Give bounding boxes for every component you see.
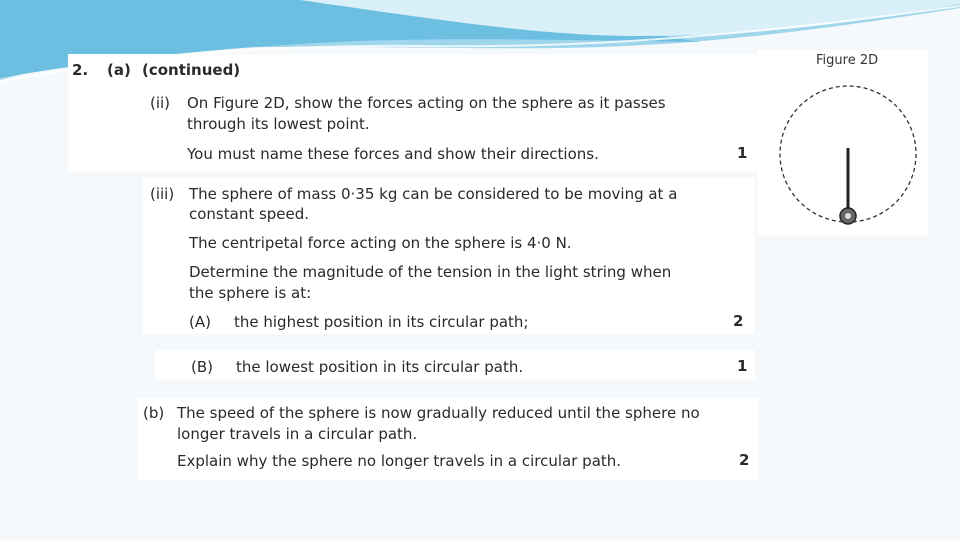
part-iii-label: (iii) [150, 185, 175, 203]
part-iii-a-marks: 2 [733, 312, 744, 330]
part-b-label: (b) [143, 404, 165, 422]
part-ii-label: (ii) [150, 94, 171, 112]
part-ii-line3: You must name these forces and show their directions. [187, 145, 599, 163]
part-b-line1: The speed of the sphere is now gradually reduced until the sphere no [177, 404, 700, 422]
part-iii-a-label: (A) [189, 313, 211, 331]
part-a-continued: (continued) [142, 61, 241, 79]
sphere-highlight [845, 213, 851, 219]
part-iii-line4: Determine the magnitude of the tension in the light string when [189, 263, 672, 281]
part-iii-line5: the sphere is at: [189, 284, 312, 302]
question-number: 2. [72, 61, 89, 79]
part-b-marks: 2 [739, 451, 750, 469]
part-iii-b-label: (B) [191, 358, 213, 376]
part-iii-b-text: the lowest position in its circular path. [236, 358, 524, 376]
part-iii-b-marks: 1 [737, 357, 748, 375]
part-b-line2: longer travels in a circular path. [177, 425, 418, 443]
part-iii-line1: The sphere of mass 0·35 kg can be considered to be moving at a [189, 185, 678, 203]
figure-caption: Figure 2D [816, 53, 879, 68]
part-b-line3: Explain why the sphere no longer travels in a circular path. [177, 452, 622, 470]
figure-2d-diagram [770, 76, 930, 236]
part-ii-line2: through its lowest point. [187, 115, 370, 133]
part-ii-marks: 1 [737, 144, 748, 162]
part-iii-line2: constant speed. [189, 205, 310, 223]
part-ii-line1: On Figure 2D, show the forces acting on the sphere as it passes [187, 94, 666, 112]
part-iii-a-text: the highest position in its circular path; [234, 313, 529, 331]
part-iii-line3: The centripetal force acting on the sphere is 4·0 N. [189, 234, 572, 252]
part-a-label: (a) [107, 61, 131, 79]
